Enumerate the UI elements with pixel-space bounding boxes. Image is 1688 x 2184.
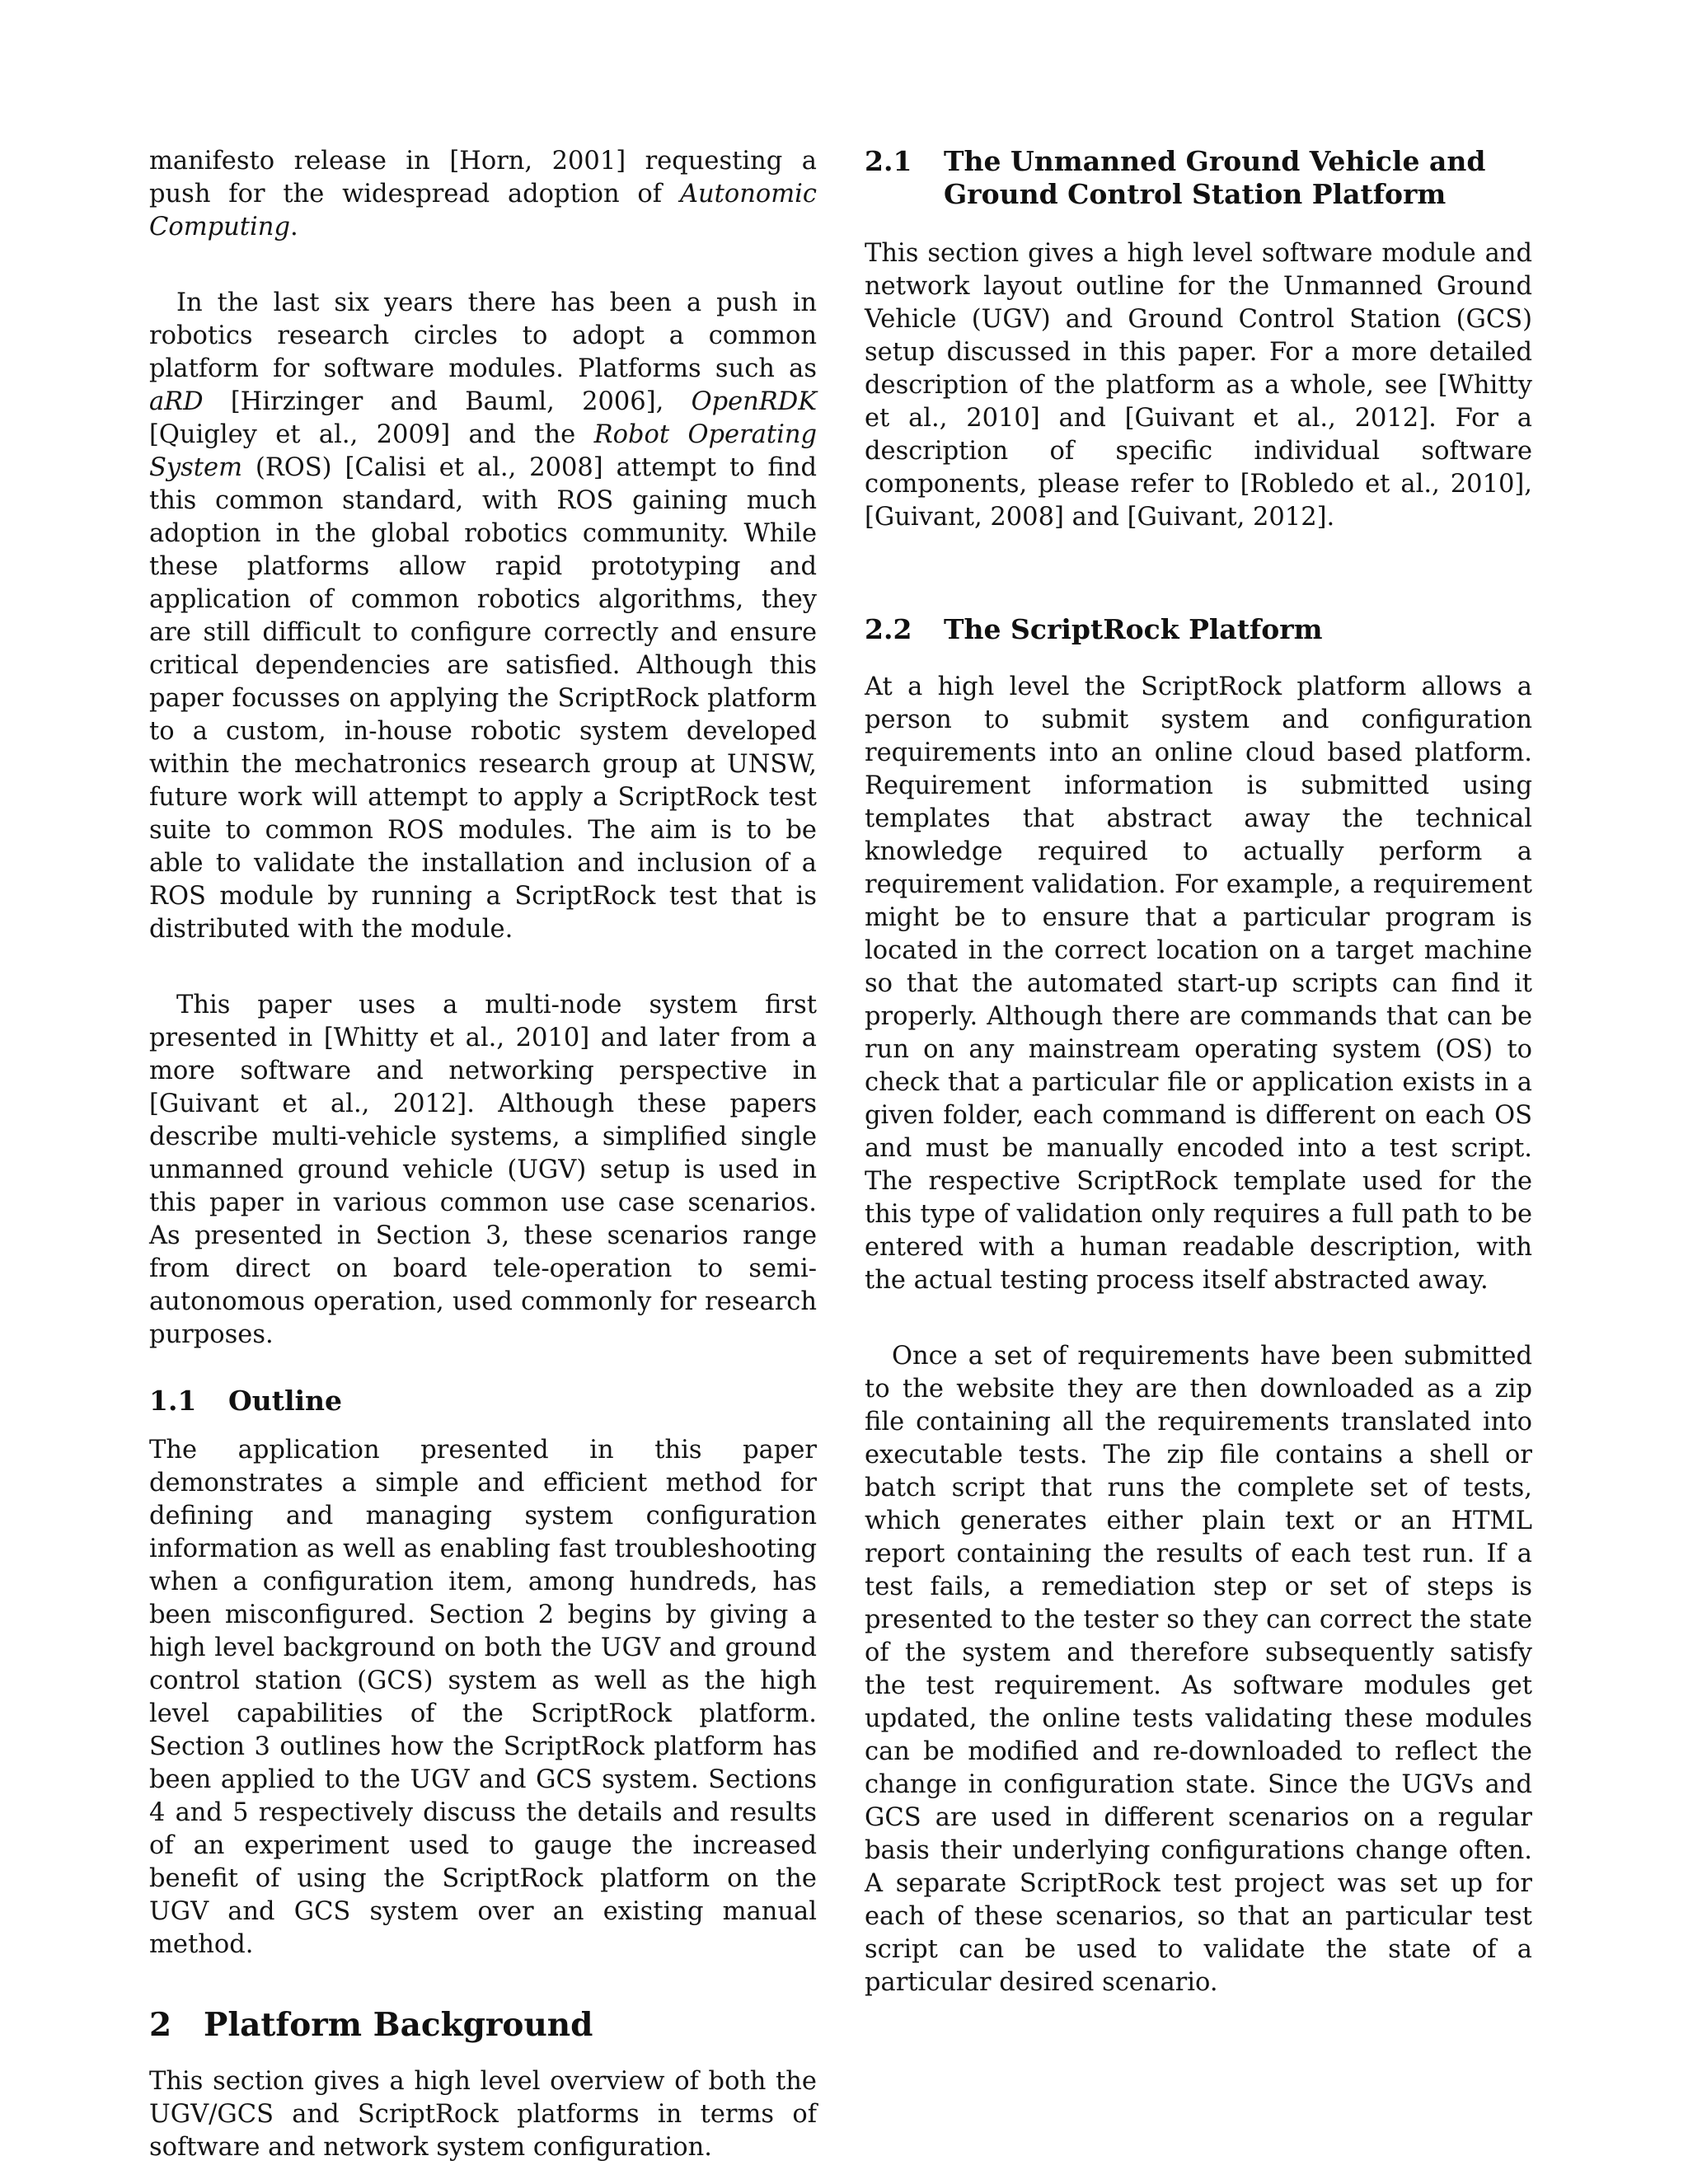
section-heading-1-1 bbox=[149, 1385, 817, 1418]
paragraph-platforms bbox=[149, 287, 817, 946]
section-number: 2.1 bbox=[865, 145, 912, 177]
left-column bbox=[149, 145, 817, 2164]
section-title: The Unmanned Ground Vehicle and Ground Control Station Platform bbox=[944, 145, 1486, 210]
italic-term: OpenRDK bbox=[691, 387, 817, 416]
paragraph-manifesto bbox=[149, 145, 817, 244]
section-title: The ScriptRock Platform bbox=[944, 613, 1323, 645]
section-number: 2.2 bbox=[865, 613, 912, 645]
paragraph-ugv-gcs: This section gives a high level software module and network layout outline for the Unmanned Ground Vehicle (UGV) and Ground Control Station (GCS) setup discussed in this paper. For a more detailed description of the platform as a whole, see [Whitty et al., 2010] and [Guivant et al., 2012]. For a description of specific individual software components, please refer to [Robledo et al., 2010], [Guivant, 2008] and [Guivant, 2012]. bbox=[865, 239, 1532, 532]
section-title: Outline bbox=[228, 1385, 343, 1417]
para-text: [Quigley et al., 2009] and the bbox=[149, 420, 594, 449]
section-title: Platform Background bbox=[204, 2006, 593, 2044]
para-text: In the last six years there has been a push in robotics research circles to adopt a common platform for software modules. Platforms such as bbox=[149, 288, 817, 383]
italic-term: aRD bbox=[149, 387, 204, 416]
paragraph-outline: The application presented in this paper demonstrates a simple and efficient method for defining and managing system configuration information as well as enabling fast troubleshooting when a configuration item, among hundreds, has been misconfigured. Section 2 begins by giving a high level background on both the UGV and ground control station (GCS) system as well as the high level capabilities of the ScriptRock platform. Section 3 outlines how the ScriptRock platform has been applied to the UGV and GCS system. Sections 4 and 5 respectively discuss the details and results of an experiment used to gauge the increased benefit of using the ScriptRock platform on the UGV and GCS system over an existing manual method. bbox=[149, 1436, 817, 1959]
para-text: (ROS) [Calisi et al., 2008] attempt to find this common standard, with ROS gaining much adoption in the global robotics community. While these platforms allow rapid prototyping and application of common robotics algorithms, they are still difficult to configure correctly and ensure critical dependencies are satisfied. Although this paper focusses on applying the ScriptRock platform to a custom, in-house robotic system developed within the mechatronics research group at UNSW, future work will attempt to apply a ScriptRock test suite to common ROS modules. The aim is to be able to validate the installation and inclusion of a ROS module by running a ScriptRock test that is distributed with the module. bbox=[149, 453, 817, 944]
para-text: manifesto release in [Horn, 2001] requesting a push for the widespread adoption of bbox=[149, 147, 817, 209]
section-heading-2 bbox=[149, 2006, 817, 2044]
paragraph-multi-node: This paper uses a multi-node system first presented in [Whitty et al., 2010] and later from a more software and networking perspective in [Guivant et al., 2012]. Although these papers describe multi-vehicle systems, a simplified single unmanned ground vehicle (UGV) setup is used in this paper in various common use case scenarios. As presented in Section 3, these scenarios range from direct on board tele-operation to semi-autonomous operation, used commonly for research purposes. bbox=[149, 991, 817, 1349]
paragraph-platform-background: This section gives a high level overview of both the UGV/GCS and ScriptRock platforms in terms of software and network system configuration. bbox=[149, 2067, 817, 2162]
paragraph-scriptrock: At a high level the ScriptRock platform allows a person to submit system and configuration requirements into an online cloud based platform. Requirement information is submitted using templates that abstract away the technical knowledge required to actually perform a requirement validation. For example, a requirement might be to ensure that a particular program is located in the correct location on a target machine so that the automated start-up scripts can find it properly. Although there are commands that can be run on any mainstream operating system (OS) to check that a particular file or application exists in a given folder, each command is different on each OS and must be manually encoded into a test script. The respective ScriptRock template used for the this type of validation only requires a full path to be entered with a human readable description, with the actual testing process itself abstracted away. bbox=[865, 673, 1532, 1295]
section-number: 2 bbox=[149, 2006, 172, 2044]
italic-term: Autonomic Computing bbox=[149, 180, 817, 241]
para-text: [Hirzinger and Bauml, 2006], bbox=[203, 387, 692, 416]
para-text: . bbox=[289, 213, 298, 241]
paragraph-requirements: Once a set of requirements have been submitted to the website they are then downloaded as a zip file containing all the requirements translated into executable tests. The zip file contains a shell or batch script that runs the complete set of tests, which generates either plain text or an HTML report containing the results of each test run. If a test fails, a remediation step or set of steps is presented to the tester so they can correct the state of the system and therefore subsequently satisfy the test requirement. As software modules get updated, the online tests validating these modules can be modified and re-downloaded to reflect the change in configuration state. Since the UGVs and GCS are used in different scenarios on a regular basis their underlying configurations change often. A separate ScriptRock test project was set up for each of these scenarios, so that an particular test script can be used to validate the state of a particular desired scenario. bbox=[865, 1342, 1532, 1997]
right-column bbox=[865, 145, 1532, 1999]
section-heading-2-2 bbox=[865, 613, 1532, 646]
italic-term: Robot Operating System bbox=[149, 420, 817, 482]
section-heading-2-1 bbox=[865, 145, 1532, 211]
section-number: 1.1 bbox=[149, 1385, 197, 1417]
